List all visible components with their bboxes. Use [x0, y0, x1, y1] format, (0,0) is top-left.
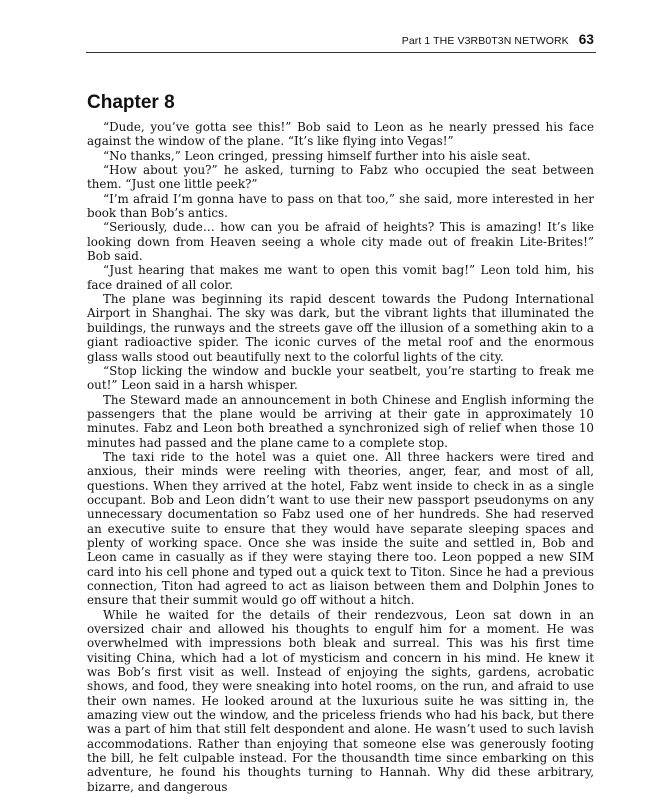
- page-number: 63: [578, 32, 594, 47]
- paragraph: “Dude, you’ve gotta see this!” Bob said to Leon as he nearly pressed his face against the window of the plane. “It’s like flying into Vegas!”: [87, 120, 594, 149]
- chapter-title: Chapter 8: [87, 92, 175, 113]
- paragraph: “No thanks,” Leon cringed, pressing himself further into his aisle seat.: [103, 148, 531, 163]
- paragraph: “I’m afraid I’m gonna have to pass on that too,” she said, more interested in her book than Bob’s antics.: [87, 191, 594, 221]
- running-head: [402, 32, 594, 47]
- paragraph: “Stop licking the window and buckle your seatbelt, you’re starting to freak me out!” Leon said in a harsh whisper.: [87, 363, 594, 393]
- paragraph: While he waited for the details of their rendezvous, Leon sat down in an oversized chair and allowed his thoughts to engulf him for a moment. He was overwhelmed with impressions both bleak and surreal. This was his first time visiting China, which had a lot of mysticism and concern in his mind. He knew it was Bob’s first visit as well. Instead of enjoying the sights, gardens, acrobatic shows, and food, they were sneaking into hotel rooms, on the run, and afraid to use their own names. He looked around at the luxurious suite he was sitting in, the amazing view out the window, and the priceless friends who had his back, but there was a part of him that still felt despondent and alone. He wasn’t used to such lavish accommodations. Rather than enjoying that someone else was generously footing the bill, he felt culpable instead. For the thousandth time since embarking on this adventure, he found his thoughts turning to Hannah. Why did these arbitrary, bizarre, and dangerous: [87, 607, 594, 794]
- running-head-text: [402, 35, 569, 47]
- paragraph: The plane was beginning its rapid descent towards the Pudong International Airport in Shanghai. The sky was dark, but the vibrant lights that illuminated the buildings, the runways and the streets gave off the illusion of a something akin to a giant radioactive spider. The iconic curves of the metal roof and the enormous glass walls stood out beautifully next to the colorful lights of the city.: [87, 292, 594, 364]
- header-rule: [86, 52, 596, 53]
- paragraph: The taxi ride to the hotel was a quiet one. All three hackers were tired and anxious, their minds were reeling with theories, anger, fear, and most of all, questions. When they arrived at the hotel, Fabz went inside to check in as a single occupant. Bob and Leon didn’t want to use their new passport pseudonyms on any unnecessary documentation so Fabz used one of her hundreds. She had reserved an executive suite to ensure that they would have separate sleeping spaces and plenty of working space. Once she was inside the suite and settled in, Bob and Leon came in casually as if they were staying there too. Leon popped a new SIM card into his cell phone and typed out a quick text to Titon. Since he had a previous connection, Titon had agreed to act as liaison between them and Dolphin Jones to ensure that their summit would go off without a hitch.: [87, 449, 594, 608]
- part-label: Part 1: [401, 35, 431, 47]
- paragraph: “How about you?” he asked, turning to Fabz who occupied the seat between them. “Just one little peek?”: [87, 163, 594, 192]
- paragraph: The Steward made an announcement in both Chinese and English informing the passengers that the plane would be arriving at their gate in approximately 10 minutes. Fabz and Leon both breathed a synchronized sigh of relief when those 10 minutes had passed and the plane came to a complete stop.: [87, 392, 594, 450]
- body-text: [87, 120, 594, 794]
- paragraph: “Just hearing that makes me want to open this vomit bag!” Leon told him, his face drained of all color.: [87, 263, 594, 292]
- paragraph: “Seriously, dude… how can you be afraid of heights? This is amazing! It’s like looking down from Heaven seeing a whole city made out of freakin Lite-Brites!” Bob said.: [87, 220, 594, 264]
- book-title: THE V3RB0T3N NETWORK: [433, 35, 569, 47]
